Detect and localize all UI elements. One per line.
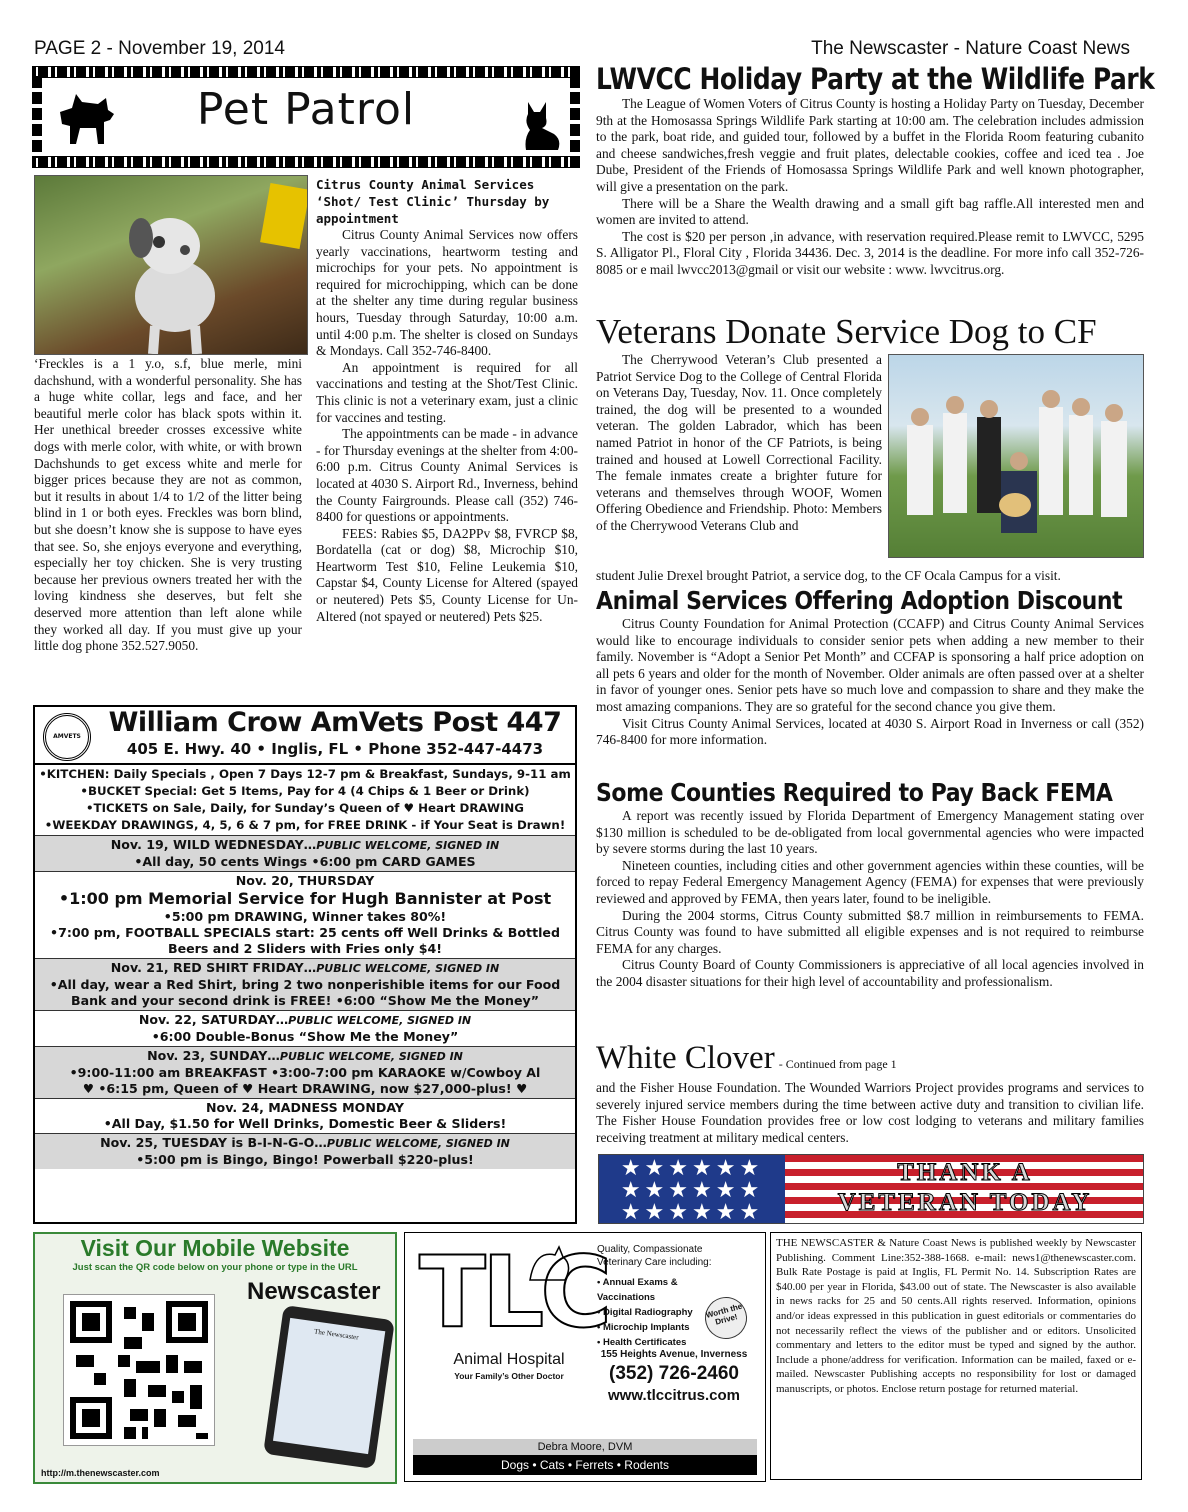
amvets-day-nov19 xyxy=(35,836,575,872)
veterans-tail-text: student Julie Drexel brought Patriot, a service dog, to the CF Ocala Campus for a visit. xyxy=(596,568,1061,583)
banner-line-1: THANK A xyxy=(897,1159,1033,1186)
shot-clinic-paragraph: FEES: Rabies $5, DA2PPv $8, FVRCP $8, Bordatella (cat or dog) $8, Microchip $10, Heartworm Test $10, Feline Leukemia $10, Capstar $4, County License for Altered (spayed or neutered) Pets $5, County License for Un-Altered (not spayed or neutered) Pets $25. xyxy=(316,525,578,624)
freckles-caption-text: ‘Freckles is a 1 y.o, s.f, blue merle, mini dachshund, with a wonderful personality. She has a huge white collar, legs and face, and her beautiful merle color has black spots within it. Her unethical breeder crosses excessive white dogs with merle color, with white, or with brown Dachshunds to get excess white and merle for bigger prices because they are not as common, but it results in about 1/4 to 1/2 of the litter being blind in 1 or both eyes. Freckles was born blind, but she doesn’t know she is suppose to have eyes that see. So, she enjoys everyone and everything, especially her toy chicken. She is very trusting because her previous owners treated her with the loving kindness she deserves, but felt she deserved more attention than left alone while they worked all day. If you must give up your little dog phone 352.527.9050. xyxy=(34,356,302,654)
amvets-day-head: Nov. 21, RED SHIRT FRIDAY… xyxy=(110,960,317,975)
amvets-day-head: Nov. 20, THURSDAY xyxy=(235,873,375,888)
mobile-ad-title: Visit Our Mobile Website xyxy=(80,1235,350,1261)
lwvcc-article xyxy=(596,96,1144,279)
fema-paragraph: During the 2004 storms, Citrus County submitted $8.7 million in reimbursements to FEMA. Citrus County was found to have submitted all eligible expenses and is not required to reimburse FEMA for any charges. xyxy=(596,907,1144,956)
mobile-website-ad xyxy=(33,1232,397,1484)
lwvcc-paragraph: There will be a Share the Wealth drawing and a small gift bag raffle.All interested men and women are invited to attend. xyxy=(596,195,1144,228)
amvets-logo: AMVETS xyxy=(43,713,91,761)
flag-stars: ★★★★★★ ★★★★★★ ★★★★★★ xyxy=(599,1155,785,1223)
thank-a-veteran-banner xyxy=(598,1154,1144,1224)
tlc-services xyxy=(597,1275,717,1350)
shot-clinic-paragraph: Citrus County Animal Services now offers yearly vaccinations, heartworm testing and microchips for your pets. No appointment is required for microchipping, which can be done at the shelter any time during regular business hours, Tuesday through Saturday, 10:00 a.m. until 4:00 p.m. The shelter is closed on Sundays & Mondays. Call 352-746-8400. xyxy=(316,227,578,359)
lwvcc-paragraph: The League of Women Voters of Citrus County is hosting a Holiday Party on Tuesday, December 9th at the Homosassa Springs Wildlife Park starting at 10:00 am. The celebration includes admission to the park, boat ride, and guided tour, followed by a buffet in the Florida Room featuring cubanito and cheese sandwiches,fresh veggie and fruit plates, delectable cookies, coffee and iced tea . Joe Dube, President of the Friends of Homosassa Springs Wildlife Park and well known photographer, will give a presentation on the park. xyxy=(596,96,1144,194)
adoption-headline: Animal Services Offering Adoption Discount xyxy=(596,586,1123,615)
veterans-article-tail xyxy=(596,568,1144,585)
shot-clinic-article xyxy=(316,176,578,625)
lwvcc-paragraph: The cost is $20 per person ,in advance, with reservation required.Please remit to LWVCC, 5295 S. Alligator Pl., Floral City , Florida 34436. Dec. 3, 2014 is the deadline. For more info call 352-726-8085 or e mail lwvcc2013@gmail or visit our website : www. lwvcitrus.org. xyxy=(596,228,1144,277)
amvets-day-line: •1:00 pm Memorial Service for Hugh Bannister at Post xyxy=(58,889,552,908)
amvets-intro-line: •TICKETS on Sale, Daily, for Sunday’s Queen of ♥ Heart DRAWING xyxy=(86,801,524,815)
tlc-quality: Quality, Compassionate Veterinary Care including: xyxy=(597,1244,712,1268)
chain-border-top xyxy=(32,66,580,78)
fema-paragraph: Citrus County Board of County Commissioners is appreciative of all local agencies involved in the 2004 disaster situations for their high level of accountability and professionalism. xyxy=(596,957,1144,989)
amvets-intro xyxy=(35,765,575,836)
amvets-day-note: PUBLIC WELCOME, SIGNED IN xyxy=(316,839,500,852)
amvets-day-head: Nov. 23, SUNDAY… xyxy=(147,1048,280,1063)
amvets-day-nov22 xyxy=(35,1011,575,1047)
mobile-ad-subtitle: Just scan the QR code below on your phone or type in the URL xyxy=(72,1262,358,1273)
pet-patrol-title: Pet Patrol xyxy=(196,84,416,135)
tlc-logo: TLC xyxy=(419,1236,609,1350)
tlc-service: • Digital Radiography xyxy=(597,1307,693,1318)
white-clover-continued: - Continued from page 1 xyxy=(778,1057,897,1071)
tlc-doctor: Debra Moore, DVM xyxy=(413,1439,757,1455)
tlc-service: • Microchip Implants xyxy=(597,1322,690,1333)
white-clover-heading xyxy=(596,1040,897,1077)
mobile-ad-brand: Newscaster xyxy=(247,1278,381,1305)
adoption-paragraph: Citrus County Foundation for Animal Protection (CCAFP) and Citrus County Animal Services would like to encourage individuals to consider senior pets when adding a new member to their family. November is “Adopt a Senior Pet Month” and CCFAP is sponsoring a half price adoption on all pets 6 years and older for the month of November. Older animals are often passed over at a shelter in favor of younger ones. Senior pets have so much love and compassion to share and they make the most amazing companions. They are so grateful for the second chance you give them. xyxy=(596,616,1144,714)
tlc-address: 155 Heights Avenue, Inverness xyxy=(600,1349,748,1360)
amvets-day-nov23 xyxy=(35,1047,575,1099)
publication-name: The Newscaster - Nature Coast News xyxy=(811,38,1130,59)
page-number-date: PAGE 2 - November 19, 2014 xyxy=(34,38,285,59)
tlc-animal-hospital-ad xyxy=(404,1232,766,1482)
amvets-day-note: PUBLIC WELCOME, SIGNED IN xyxy=(316,962,500,975)
fema-paragraph: A report was recently issued by Florida Department of Emergency Management stating over $130 million is scheduled to be de-obligated from local governmental agencies who were impacted by severe storms during the last 10 years. xyxy=(596,808,1144,857)
tlc-service: • Annual Exams & Vaccinations xyxy=(597,1277,678,1303)
cat-icon xyxy=(518,96,566,152)
amvets-day-head: Nov. 22, SATURDAY… xyxy=(138,1012,289,1027)
amvets-day-line: •All day, 50 cents Wings •6:00 pm CARD GAMES xyxy=(134,854,476,869)
veterans-article xyxy=(596,352,882,535)
amvets-day-line: •6:00 Double-Bonus “Show Me the Money” xyxy=(151,1029,459,1044)
fema-article xyxy=(596,808,1144,991)
tlc-tagline: Your Family’s Other Doctor xyxy=(454,1371,564,1381)
amvets-intro-line: •BUCKET Special: Get 5 Items, Pay for 4 (4 Chips & 1 Beer or Drink) xyxy=(80,784,530,798)
white-clover-article xyxy=(596,1080,1144,1146)
shot-clinic-headline: Citrus County Animal Services ‘Shot/ Test Clinic’ Thursday by appointment xyxy=(316,177,550,226)
tlc-phone: (352) 726-2460 xyxy=(609,1363,739,1384)
tlc-service: • Health Certificates xyxy=(597,1337,687,1348)
amvets-day-nov21 xyxy=(35,959,575,1011)
shot-clinic-paragraph: An appointment is required for all vaccinations and testing at the Shot/Test Clinic. This clinic is not a veterinary exam, just a clinic for vaccines and testing. xyxy=(316,359,578,425)
banner-line-2: VETERAN TODAY xyxy=(837,1189,1093,1216)
amvets-day-head: Nov. 24, MADNESS MONDAY xyxy=(206,1100,404,1115)
smartphone-image xyxy=(263,1305,395,1469)
freckles-caption xyxy=(34,356,302,655)
shot-clinic-paragraph: The appointments can be made - in advance - for Thursday evenings at the shelter from 4:00-6:00 p.m. Citrus County Animal Services is located at 4030 S. Airport Rd., Inverness, behind the County Fairgrounds. Please call (352) 746-8400 for questions or appointments. xyxy=(316,426,578,525)
fema-headline: Some Counties Required to Pay Back FEMA xyxy=(596,778,1113,807)
amvets-day-nov20 xyxy=(35,872,575,959)
veterans-headline: Veterans Donate Service Dog to CF xyxy=(596,312,1097,351)
amvets-day-nov25 xyxy=(35,1134,575,1169)
amvets-day-nov24 xyxy=(35,1099,575,1134)
amvets-day-note: PUBLIC WELCOME, SIGNED IN xyxy=(326,1137,510,1150)
freckles-dog-photo xyxy=(34,175,308,355)
chain-border-bottom xyxy=(32,156,580,168)
tlc-animals: Dogs • Cats • Ferrets • Rodents xyxy=(413,1455,757,1475)
amvets-day-head: Nov. 19, WILD WEDNESDAY… xyxy=(110,837,317,852)
amvets-day-note: PUBLIC WELCOME, SIGNED IN xyxy=(279,1050,463,1063)
cat-sketch-icon xyxy=(525,1245,575,1285)
white-clover-headline: White Clover xyxy=(596,1040,775,1076)
amvets-title: William Crow AmVets Post 447 xyxy=(108,707,562,738)
amvets-day-line: •5:00 pm is Bingo, Bingo! Powerball $220-plus! xyxy=(136,1152,474,1167)
tlc-hospital-name: Animal Hospital xyxy=(453,1351,565,1368)
qr-code[interactable] xyxy=(63,1294,215,1446)
amvets-day-line: •9:00-11:00 am BREAKFAST •3:00-7:00 pm KARAOKE w/Cowboy Al xyxy=(69,1065,541,1080)
amvets-day-head: Nov. 25, TUESDAY is B-I-N-G-O… xyxy=(100,1135,327,1150)
smartphone-screen: The Newscaster xyxy=(273,1318,385,1454)
tlc-website[interactable]: www.tlccitrus.com xyxy=(608,1387,740,1404)
lwvcc-headline: LWVCC Holiday Party at the Wildlife Park xyxy=(596,62,1155,96)
publication-info-box xyxy=(770,1232,1142,1480)
veterans-group-photo xyxy=(888,354,1144,558)
adoption-paragraph: Visit Citrus County Animal Services, located at 4030 S. Airport Road in Inverness or call (352) 746-8400 for more information. xyxy=(596,715,1144,748)
amvets-intro-line: •KITCHEN: Daily Specials , Open 7 Days 12-7 pm & Breakfast, Sundays, 9-11 am xyxy=(39,767,571,781)
fema-paragraph: Nineteen counties, including cities and other government agencies within these counties, will be forced to repay Federal Emergency Management Agency (FEMA) for expenses that were previously reviewed and approved by FEMA, then years later, found to be ineligible. xyxy=(596,857,1144,906)
amvets-day-line: •5:00 pm DRAWING, Winner takes 80%! xyxy=(163,909,447,924)
amvets-day-note: PUBLIC WELCOME, SIGNED IN xyxy=(288,1014,472,1027)
pet-patrol-banner xyxy=(32,66,580,168)
amvets-address: 405 E. Hwy. 40 • Inglis, FL • Phone 352-447-4473 xyxy=(126,740,544,758)
amvets-day-line: •All day, wear a Red Shirt, bring 2 two nonperishible items for our Food Bank and your second drink is FREE! •6:00 “Show Me the Money” xyxy=(49,977,561,1008)
mobile-ad-url[interactable]: http://m.thenewscaster.com xyxy=(41,1468,160,1478)
amvets-intro-line: •WEEKDAY DRAWINGS, 4, 5, 6 & 7 pm, for FREE DRINK - if Your Seat is Drawn! xyxy=(44,818,566,832)
amvets-day-line: •All Day, $1.50 for Well Drinks, Domestic Beer & Sliders! xyxy=(103,1116,507,1131)
amvets-ad xyxy=(33,705,577,1224)
worth-the-drive-badge: Worth the Drive! xyxy=(700,1292,751,1343)
white-clover-text: and the Fisher House Foundation. The Wounded Warriors Project provides programs and services to severely injured service members during the time between active duty and transition to civilian life. The Fisher House Foundation provides free or low cost lodging to veterans and military families receiving treatment at military medical centers. xyxy=(596,1080,1144,1145)
amvets-day-line: ♥ •6:15 pm, Queen of ♥ Heart DRAWING, now $27,000-plus! ♥ xyxy=(82,1081,528,1096)
veterans-text: The Cherrywood Veteran’s Club presented a Patriot Service Dog to the College of Central Florida on Veterans Day, Tuesday, Nov. 11. Once completely trained, the dog will be presented to a wounded veteran. The golden Labrador, which has been named Patriot in honor of the CF Patriots, is being trained and housed at Lowell Correctional Facility. The female inmates create a brighter future for veterans and themselves through WOOF, Women Offering Obedience and Friendship. Photo: Members of the Cherrywood Veterans Club and xyxy=(596,352,882,533)
amvets-day-line: •7:00 pm, FOOTBALL SPECIALS start: 25 cents off Well Drinks & Bottled Beers and 2 Sliders with Fries only $4! xyxy=(50,925,560,956)
amvets-header xyxy=(35,707,575,765)
adoption-article xyxy=(596,616,1144,749)
publication-info-text: THE NEWSCASTER & Nature Coast News is published weekly by Newscaster Publishing. Comment Line:352-388-1668. e-mail: news1@thenewscaster.com. Bulk Rate Postage is paid at Inglis, FL Permit No. 14. Subscription Rates are $40.00 per year in Florida, $43.00 out of state. The Newscaster is also available in news racks for 25 and 50 cents.All rights reserved. Information, opinions and/or ideas expressed in this publication in guest editorials or commentaries do not necessarily reflect the views of the publisher and or editors. Unsolicited commentary and letters to the editor must be typed and signed by the author. Include a phone/address for verification. Information can be mailed, faxed or e-mailed. Newscaster Publishing accepts no responsibility for lost or damaged manuscripts, or photos. Enclose return postage for returned material. xyxy=(776,1237,1136,1395)
